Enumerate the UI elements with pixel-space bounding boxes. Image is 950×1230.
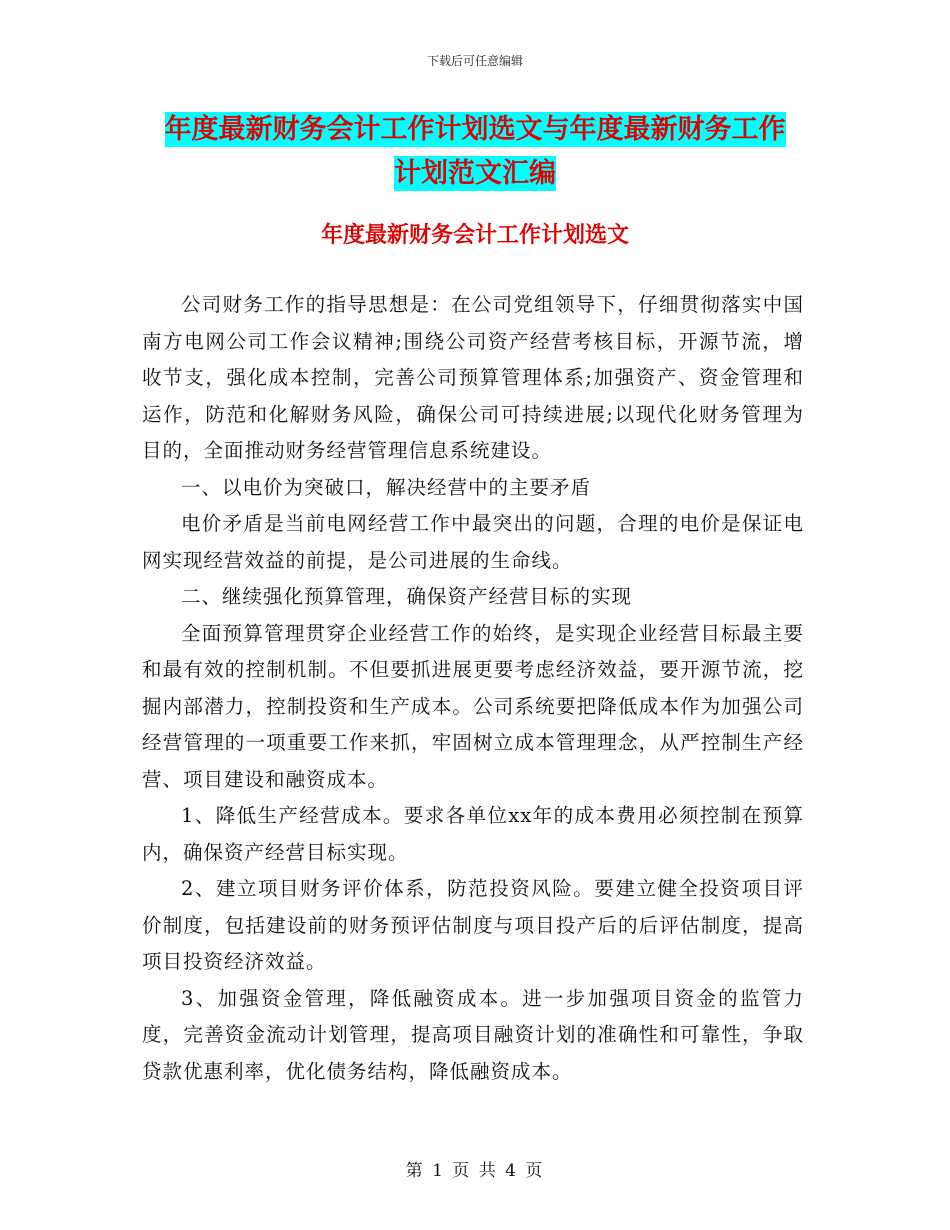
body-text <box>142 287 804 1090</box>
paragraph-item-3: 3、加强资金管理，降低融资成本。进一步加强项目资金的监管力度，完善资金流动计划管理，提高项目融资计划的准确性和可靠性，争取贷款优惠利率，优化债务结构，降低融资成本。 <box>142 986 804 1083</box>
paragraph-guiding-principle: 公司财务工作的指导思想是：在公司党组领导下，仔细贯彻落实中国南方电网公司工作会议精神;围绕公司资产经营考核目标，开源节流，增收节支，强化成本控制，完善公司预算管理体系;加强资产、资金管理和运作，防范和化解财务风险，确保公司可持续进展;以现代化财务管理为目的，全面推动财务经营管理信息系统建设。 <box>142 293 804 462</box>
paragraph-item-2: 2、建立项目财务评价体系，防范投资风险。要建立健全投资项目评价制度，包括建设前的财务预评估制度与项目投产后的后评估制度，提高项目投资经济效益。 <box>142 877 804 973</box>
paragraph-budget-management: 全面预算管理贯穿企业经营工作的始终，是实现企业经营目标最主要和最有效的控制机制。不但要抓进展更要考虑经济效益，要开源节流，挖掘内部潜力，控制投资和生产成本。公司系统要把降低成本作为加强公司经营管理的一项重要工作来抓，牢固树立成本管理理念，从严控制生产经营、项目建设和融资成本。 <box>142 621 804 791</box>
paragraph-heading-2: 二、继续强化预算管理，确保资产经营目标的实现 <box>181 585 633 608</box>
section-title: 年度最新财务会计工作计划选文 <box>320 223 629 248</box>
document-title-line-2: 计划范文汇编 <box>394 158 556 189</box>
document-title-line-1: 年度最新财务会计工作计划选文与年度最新财务工作 <box>164 114 786 145</box>
document-title <box>140 108 810 196</box>
paragraph-electricity-price: 电价矛盾是当前电网经营工作中最突出的问题，合理的电价是保证电网实现经营效益的前提，是公司进展的生命线。 <box>142 512 804 572</box>
page-header-note: 下载后可任意编辑 <box>426 54 523 68</box>
paragraph-item-1: 1、降低生产经营成本。要求各单位xx年的成本费用必须控制在预算内，确保资产经营目标实现。 <box>142 804 804 864</box>
paragraph-heading-1: 一、以电价为突破口，解决经营中的主要矛盾 <box>181 475 592 499</box>
page-footer-number: 第 1 页 共 4 页 <box>405 1161 545 1181</box>
